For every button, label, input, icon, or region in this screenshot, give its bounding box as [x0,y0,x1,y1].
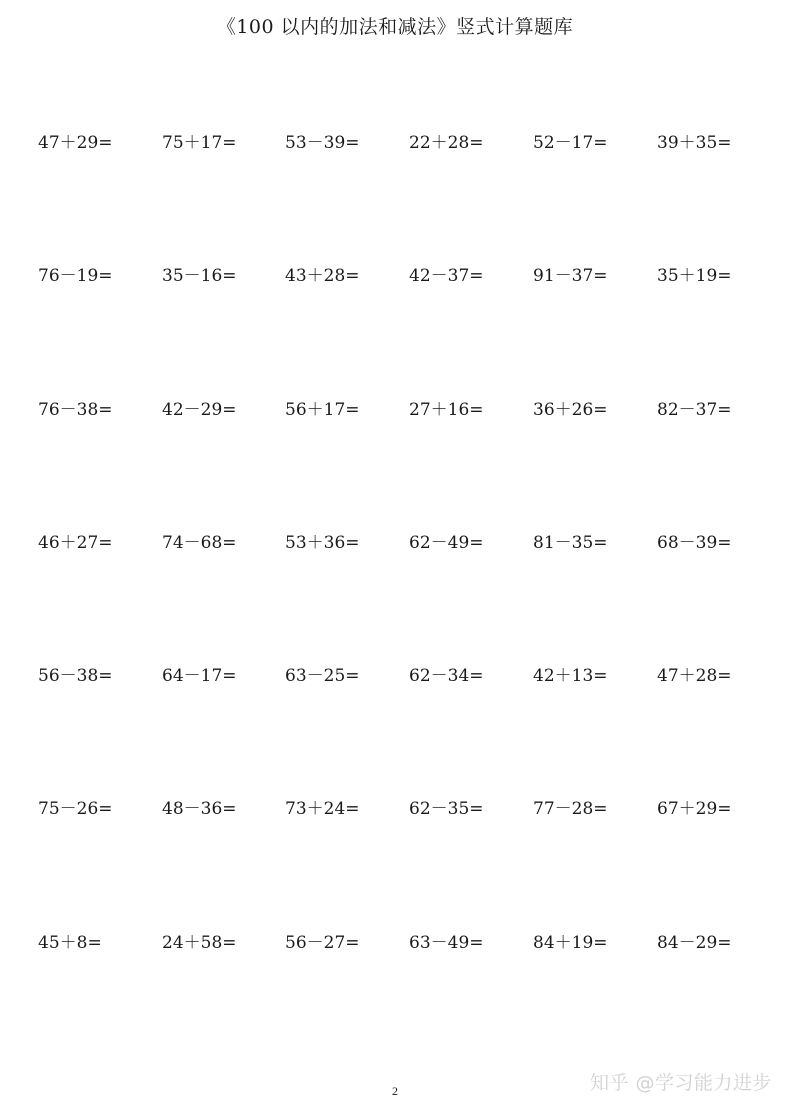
problem-item: 76－19= [38,266,113,286]
problem-item: 53＋36= [285,533,360,553]
page-title: 《100 以内的加法和减法》竖式计算题库 [216,16,574,38]
problem-row [0,528,790,552]
problem-item: 27＋16= [409,400,484,420]
page-number: 2 [392,1084,398,1098]
problem-row [0,395,790,419]
problem-item: 76－38= [38,400,113,420]
problem-row [0,261,790,285]
problem-item: 48－36= [162,799,237,819]
problem-item: 43＋28= [285,266,360,286]
problem-item: 82－37= [657,400,732,420]
problem-item: 45＋8= [38,933,102,953]
problem-item: 56－38= [38,666,113,686]
problem-item: 67＋29= [657,799,732,819]
problem-item: 42－29= [162,400,237,420]
problem-item: 62－49= [409,533,484,553]
problem-row [0,928,790,952]
problem-item: 52－17= [533,133,608,153]
problem-item: 56－27= [285,933,360,953]
problem-row [0,661,790,685]
problem-item: 46＋27= [38,533,113,553]
problem-item: 73＋24= [285,799,360,819]
watermark: 知乎 @学习能力进步 [589,1072,772,1094]
problem-item: 91－37= [533,266,608,286]
problem-item: 84－29= [657,933,732,953]
problem-item: 35＋19= [657,266,732,286]
problem-row [0,794,790,818]
problem-item: 36＋26= [533,400,608,420]
problem-item: 63－49= [409,933,484,953]
problem-item: 62－35= [409,799,484,819]
problem-item: 77－28= [533,799,608,819]
problem-item: 47＋29= [38,133,113,153]
problem-item: 47＋28= [657,666,732,686]
problem-item: 68－39= [657,533,732,553]
problem-item: 62－34= [409,666,484,686]
problem-item: 42＋13= [533,666,608,686]
problem-item: 35－16= [162,266,237,286]
problem-item: 84＋19= [533,933,608,953]
problem-item: 81－35= [533,533,608,553]
problem-item: 42－37= [409,266,484,286]
problem-item: 74－68= [162,533,237,553]
problem-item: 24＋58= [162,933,237,953]
problem-item: 64－17= [162,666,237,686]
problem-item: 53－39= [285,133,360,153]
problem-item: 75－26= [38,799,113,819]
problem-item: 22＋28= [409,133,484,153]
problem-item: 56＋17= [285,400,360,420]
problem-row [0,128,790,152]
problem-item: 39＋35= [657,133,732,153]
problem-item: 75＋17= [162,133,237,153]
problem-item: 63－25= [285,666,360,686]
